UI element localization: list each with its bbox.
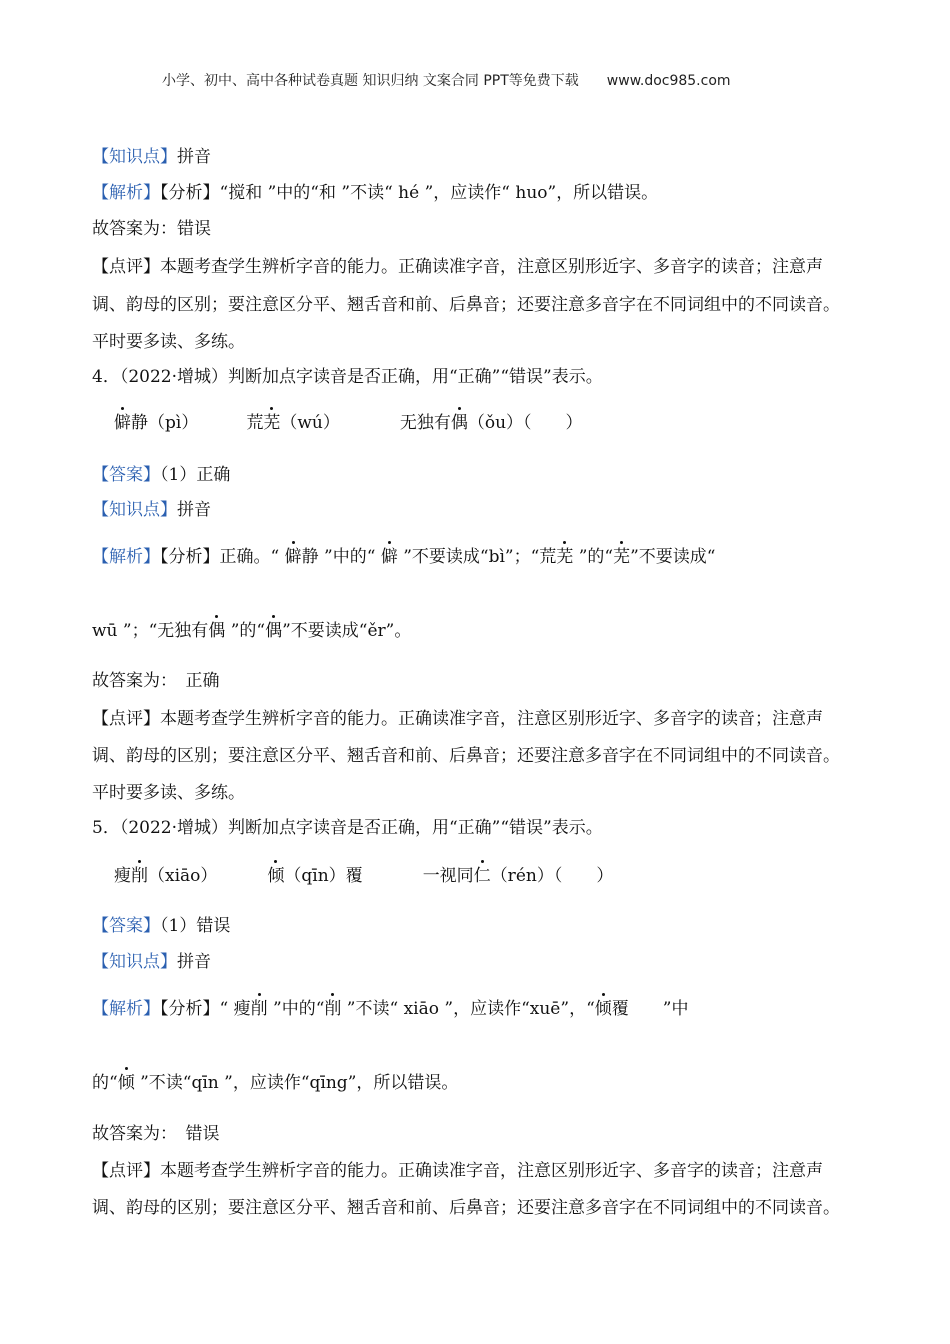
q3-comment-line3: 平时要多读、多练。 [92,332,245,352]
analysis-text: 覆 ”中 [611,999,689,1019]
dotted-char: 削 [250,999,268,1019]
item-text: （wú） [280,413,340,433]
answer-value: （1）错误 [160,916,231,936]
q5-knowledge-point [92,951,211,973]
q4-analysis-line1 [92,546,716,568]
analysis-text: ”中的“ [267,999,325,1019]
q4-stem: 4．（2022·增城）判断加点字读音是否正确，用“正确”“错误”表示。 [92,367,603,387]
analysis-text: ”不要读成“ěr”。 [282,621,412,641]
dotted-char: 削 [131,866,148,886]
analysis-text: ”的“ [573,547,614,567]
q5-analysis-line1 [92,998,688,1020]
dotted-char: 倾 [267,866,285,886]
analysis-text: ”不读“ xiāo ”，应读作“xuē”，“ [341,999,595,1019]
dotted-char: 芜 [263,413,281,433]
comment-text: 本题考查学生辨析字音的能力。正确读准字音，注意区别形近字、多音字的读音；注意声 [160,1161,823,1181]
tag-comment: 【点评】 [92,1161,160,1181]
tag-analysis: 【解析】 [92,547,160,567]
item-text: （ǒu）（ ） [467,413,583,433]
tag-analysis: 【解析】 [92,183,160,203]
q3-analysis [92,182,658,204]
q5-comment-line1 [92,1160,823,1182]
tag-answer: 【答案】 [92,465,160,485]
answer-value: （1）正确 [160,465,231,485]
comment-text: 本题考查学生辨析字音的能力。正确读准字音，注意区别形近字、多音字的读音；注意声 [160,257,823,277]
item-text: （qīn）覆 [284,866,363,886]
analysis-text: 正确。“ [219,547,285,567]
tag-knowledge-point: 【知识点】 [92,147,177,167]
item-text: 一视同 [422,866,474,886]
item-text: （rén）（ ） [490,866,614,886]
q5-analysis-line2 [92,1072,458,1094]
q3-knowledge-point [92,146,211,168]
q5-final-answer: 故答案为： 错误 [92,1124,220,1144]
site-header [162,70,731,90]
tag-analysis: 【解析】 [92,999,160,1019]
analysis-text: wū ”；“无独有 [92,621,209,641]
dotted-char: 僻 [380,547,398,567]
q4-answer [92,464,230,486]
analysis-text: ”的“ [225,621,266,641]
comment-text: 本题考查学生辨析字音的能力。正确读准字音，注意区别形近字、多音字的读音；注意声 [160,709,823,729]
q4-comment-line2: 调、韵母的区别；要注意区分平、翘舌音和前、后鼻音；还要注意多音字在不同词组中的不同读音。 [92,746,840,766]
tag-comment: 【点评】 [92,257,160,277]
dotted-char: 芜 [613,547,631,567]
q5-stem: 5．（2022·增城）判断加点字读音是否正确，用“正确”“错误”表示。 [92,818,603,838]
q4-comment-line1 [92,708,823,730]
dotted-char: 僻 [284,547,302,567]
q4-comment-line3: 平时要多读、多练。 [92,783,245,803]
tag-knowledge-point: 【知识点】 [92,952,177,972]
item-text: （xiāo） [148,866,218,886]
dotted-char: 偶 [208,621,226,641]
q4-items [114,412,583,434]
q3-final-answer: 故答案为：错误 [92,219,211,239]
analysis-text: “搅和 ”中的“和 ”不读“ hé ”，应读作“ huo”，所以错误。 [219,183,659,203]
analysis-text: ”不要读成“bì”；“荒 [397,547,557,567]
tag-comment: 【点评】 [92,709,160,729]
item-text: 瘦 [114,866,131,886]
header-url[interactable]: www.doc985.com [606,73,731,89]
analysis-text: 静 ”中的“ [301,547,381,567]
q3-comment-line2: 调、韵母的区别；要注意区分平、翘舌音和前、后鼻音；还要注意多音字在不同词组中的不同读音。 [92,295,840,315]
item-text: 荒 [246,413,264,433]
dotted-char: 仁 [473,866,491,886]
dotted-char: 削 [324,999,342,1019]
item-text: 静（pì） [131,413,199,433]
analysis-text: ”不要读成“ [630,547,716,567]
dotted-char: 倾 [594,999,612,1019]
dotted-char: 偶 [265,621,283,641]
q5-items [114,865,613,887]
q4-final-answer: 故答案为： 正确 [92,671,220,691]
tag-fenxi: 【分析】 [160,547,220,567]
dotted-char: 芜 [556,547,574,567]
item-text: 无独有 [399,413,451,433]
analysis-text: ”不读“qīn ”，应读作“qīng”，所以错误。 [134,1073,459,1093]
q4-analysis-line2 [92,620,411,642]
q5-comment-line2: 调、韵母的区别；要注意区分平、翘舌音和前、后鼻音；还要注意多音字在不同词组中的不同读音。 [92,1198,840,1218]
tag-fenxi: 【分析】 [160,183,220,203]
kp-value: 拼音 [177,147,211,167]
q4-knowledge-point [92,499,211,521]
header-text: 小学、初中、高中各种试卷真题 知识归纳 文案合同 PPT等免费下载 [162,73,579,89]
q3-comment-line1 [92,256,823,278]
analysis-text: “ 瘦 [219,999,251,1019]
dotted-char: 僻 [114,413,131,433]
kp-value: 拼音 [177,952,211,972]
analysis-text: 的“ [92,1073,118,1093]
tag-knowledge-point: 【知识点】 [92,500,177,520]
dotted-char: 倾 [117,1073,135,1093]
q5-answer [92,915,230,937]
dotted-char: 偶 [450,413,468,433]
kp-value: 拼音 [177,500,211,520]
tag-fenxi: 【分析】 [160,999,220,1019]
tag-answer: 【答案】 [92,916,160,936]
